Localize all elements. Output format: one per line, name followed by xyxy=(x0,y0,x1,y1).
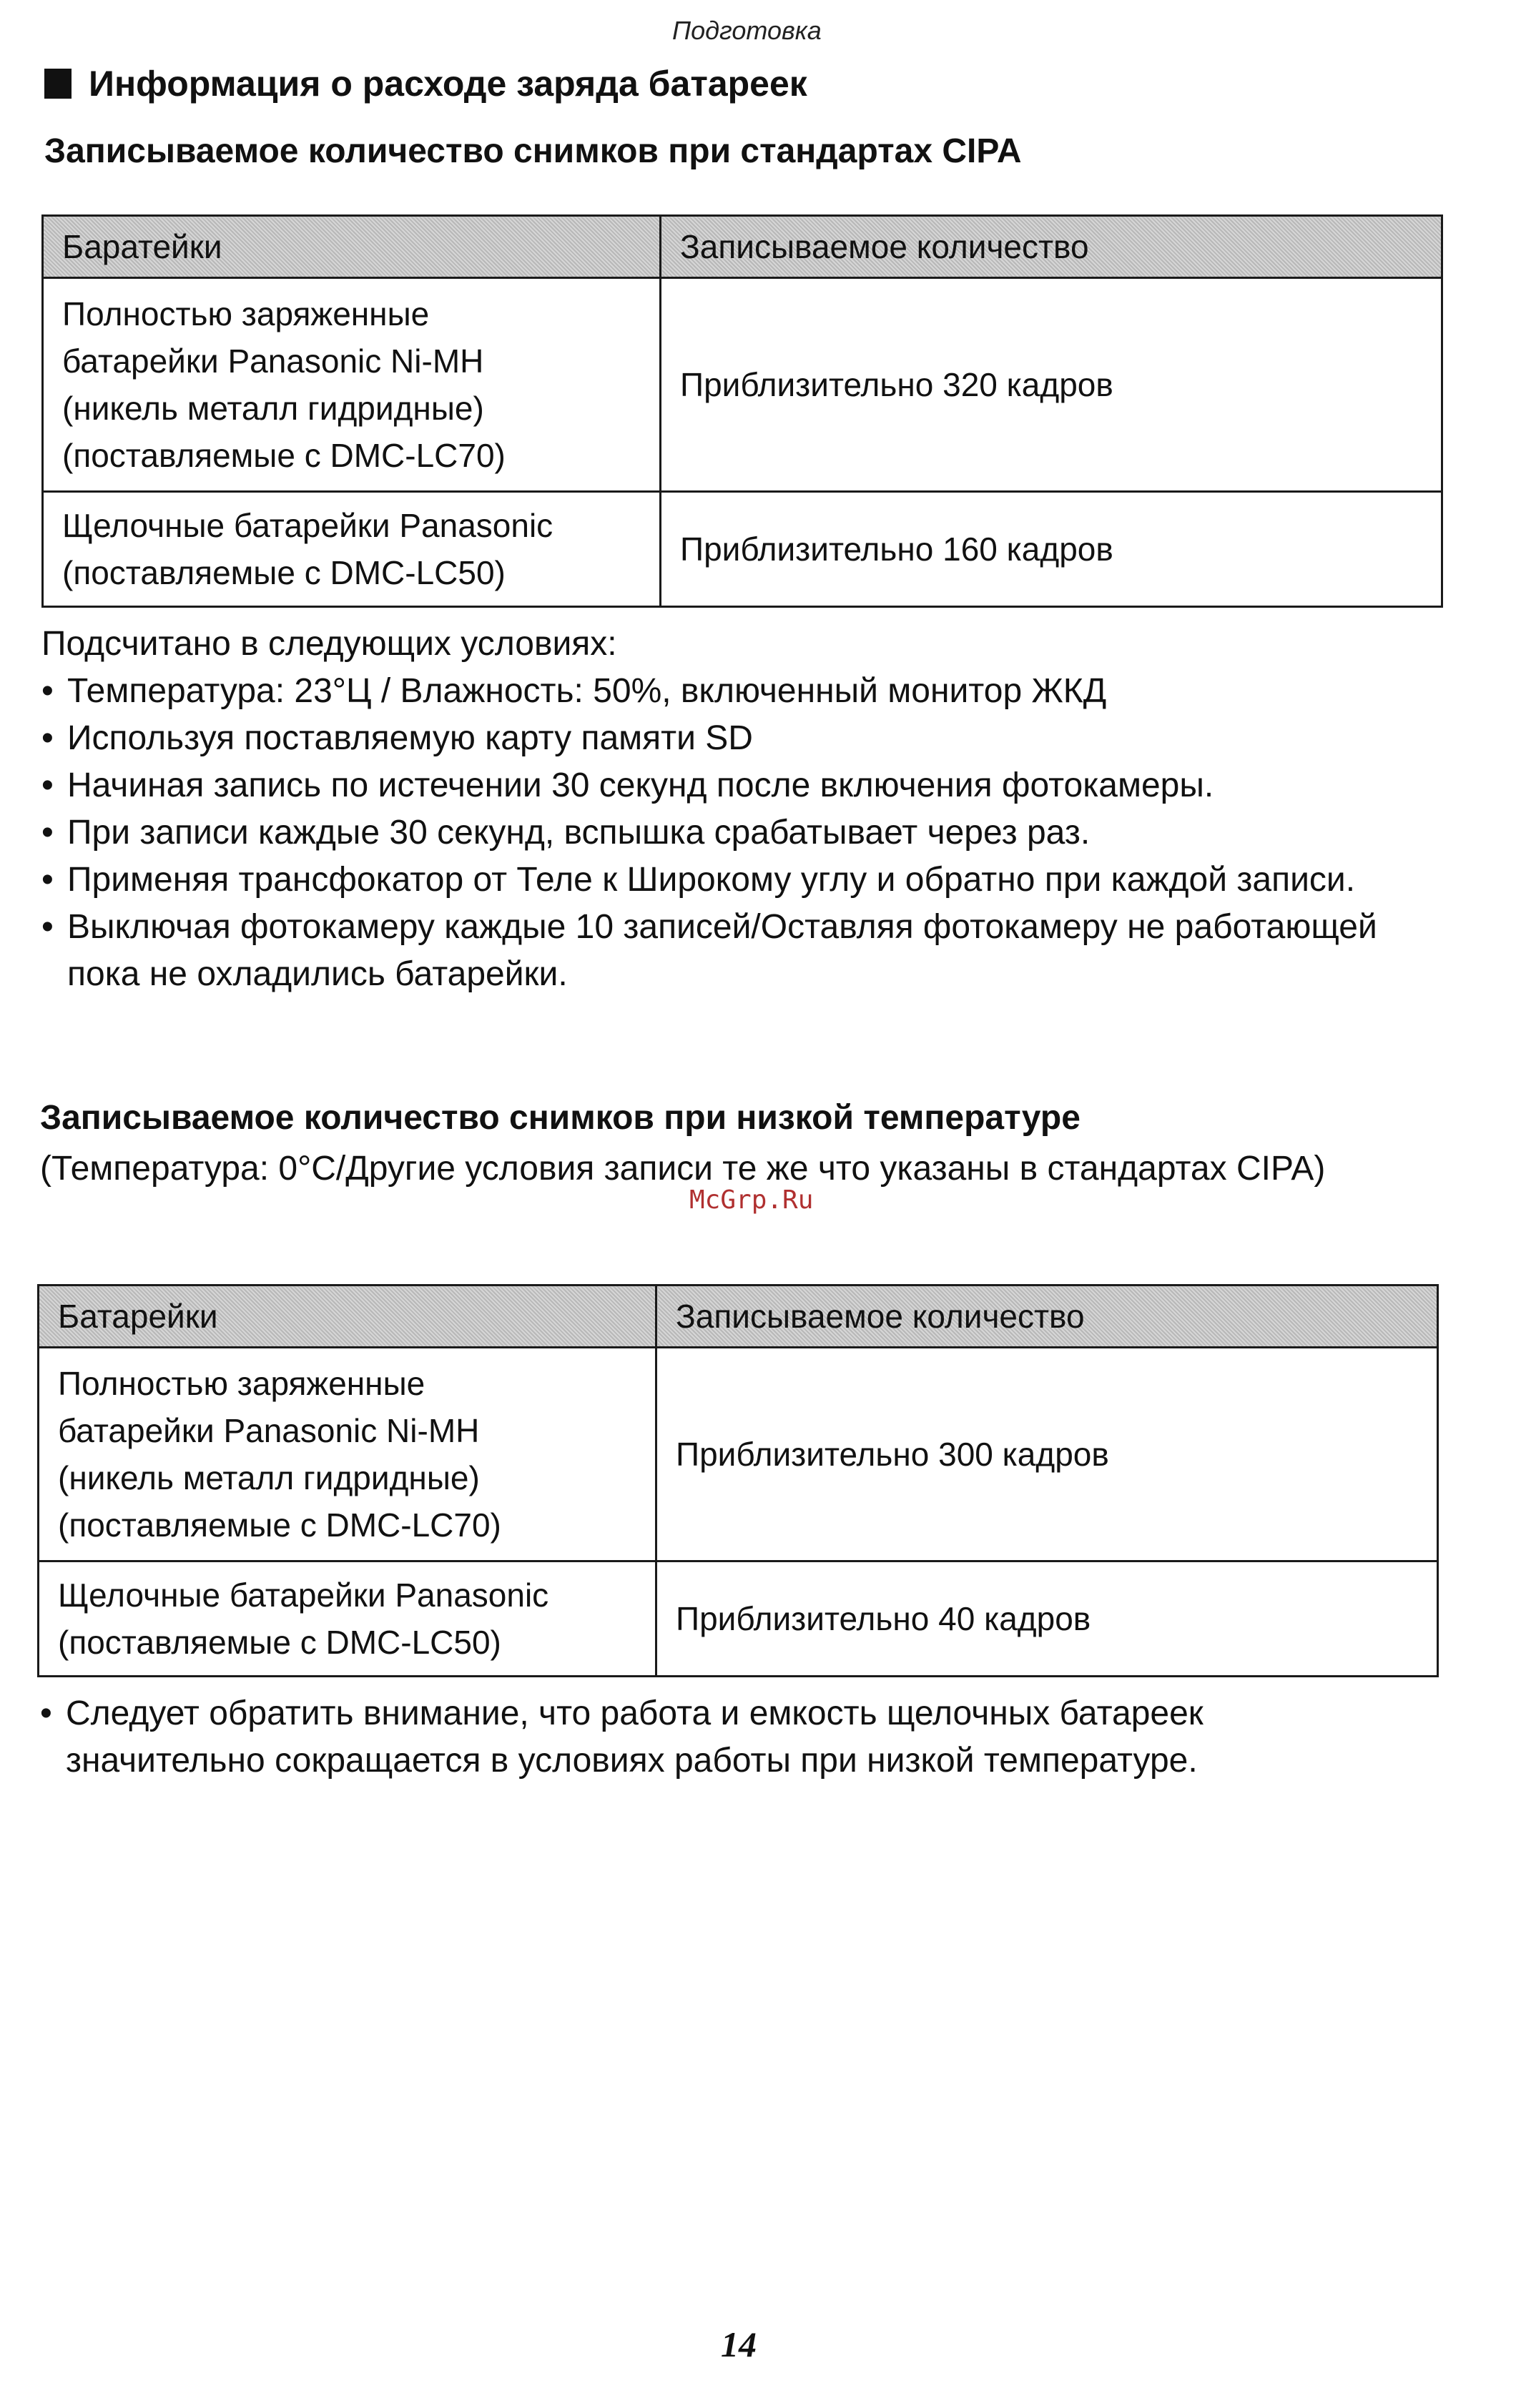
list-item: • Начиная запись по истечении 30 секунд после включения фотокамеры. xyxy=(41,762,1457,809)
low-temp-table xyxy=(37,1284,1439,1677)
list-item: • Используя поставляемую карту памяти SD xyxy=(41,715,1457,762)
table-row xyxy=(43,278,1442,492)
low-temp-note: (Температура: 0°C/Другие условия записи те же что указаны в стандартах CIPA) xyxy=(40,1150,1326,1188)
battery-line: (поставляемые с DMC-LC50) xyxy=(62,554,506,591)
list-item: • При записи каждые 30 секунд, вспышка срабатывает через раз. xyxy=(41,809,1457,857)
cipa-table xyxy=(41,214,1443,608)
battery-line: (никель металл гидридные) xyxy=(62,390,484,427)
battery-line: (поставляемые с DMC-LC50) xyxy=(58,1624,501,1661)
table-row xyxy=(39,1561,1438,1677)
list-item: • Применяя трансфокатор от Теле к Широкому углу и обратно при каждой записи. xyxy=(41,857,1426,904)
cipa-heading: Записываемое количество снимков при стандартах CIPA xyxy=(44,132,1022,170)
column-header-count: Записываемое количество xyxy=(656,1286,1438,1348)
battery-line: батарейки Panasonic Ni-MH xyxy=(58,1412,480,1449)
battery-line: Полностью заряженные xyxy=(58,1365,425,1402)
warnings-list xyxy=(40,1690,1456,1785)
battery-cell xyxy=(39,1561,656,1677)
battery-line: Щелочные батарейки Panasonic xyxy=(62,507,553,544)
count-cell: Приблизительно 160 кадров xyxy=(661,492,1442,607)
battery-line: (поставляемые с DMC-LC70) xyxy=(62,437,506,474)
battery-cell xyxy=(43,492,661,607)
battery-line: Полностью заряженные xyxy=(62,295,430,332)
list-item: • Температура: 23°Ц / Влажность: 50%, включенный монитор ЖКД xyxy=(41,668,1457,715)
battery-line: (никель металл гидридные) xyxy=(58,1459,480,1496)
section-heading xyxy=(44,63,807,104)
battery-cell xyxy=(43,278,661,492)
count-cell: Приблизительно 40 кадров xyxy=(656,1561,1438,1677)
table-row xyxy=(43,492,1442,607)
column-header-count: Записываемое количество xyxy=(661,216,1442,278)
battery-cell xyxy=(39,1348,656,1561)
list-item: • Выключая фотокамеру каждые 10 записей/Оставляя фотокамеру не работающей пока не охладились батарейки. xyxy=(41,904,1383,998)
list-item: • Следует обратить внимание, что работа и емкость щелочных батареек значительно сокращается в условиях работы при низкой температуре. xyxy=(40,1690,1396,1785)
watermark: McGrp.Ru xyxy=(689,1185,814,1215)
conditions-list xyxy=(41,668,1457,998)
column-header-battery: Баратейки xyxy=(43,216,661,278)
page-number: 14 xyxy=(721,2324,757,2364)
table-header-row xyxy=(43,216,1442,278)
column-header-battery: Батарейки xyxy=(39,1286,656,1348)
running-head: Подготовка xyxy=(672,16,822,45)
square-bullet-icon xyxy=(44,69,72,99)
battery-line: (поставляемые с DMC-LC70) xyxy=(58,1506,501,1544)
conditions-intro: Подсчитано в следующих условиях: xyxy=(41,625,617,663)
count-cell: Приблизительно 320 кадров xyxy=(661,278,1442,492)
battery-line: батарейки Panasonic Ni-MH xyxy=(62,342,484,380)
battery-line: Щелочные батарейки Panasonic xyxy=(58,1576,549,1614)
table-row xyxy=(39,1348,1438,1561)
section-title: Информация о расходе заряда батареек xyxy=(89,64,807,104)
count-cell: Приблизительно 300 кадров xyxy=(656,1348,1438,1561)
table-header-row xyxy=(39,1286,1438,1348)
low-temp-heading: Записываемое количество снимков при низкой температуре xyxy=(40,1099,1081,1137)
